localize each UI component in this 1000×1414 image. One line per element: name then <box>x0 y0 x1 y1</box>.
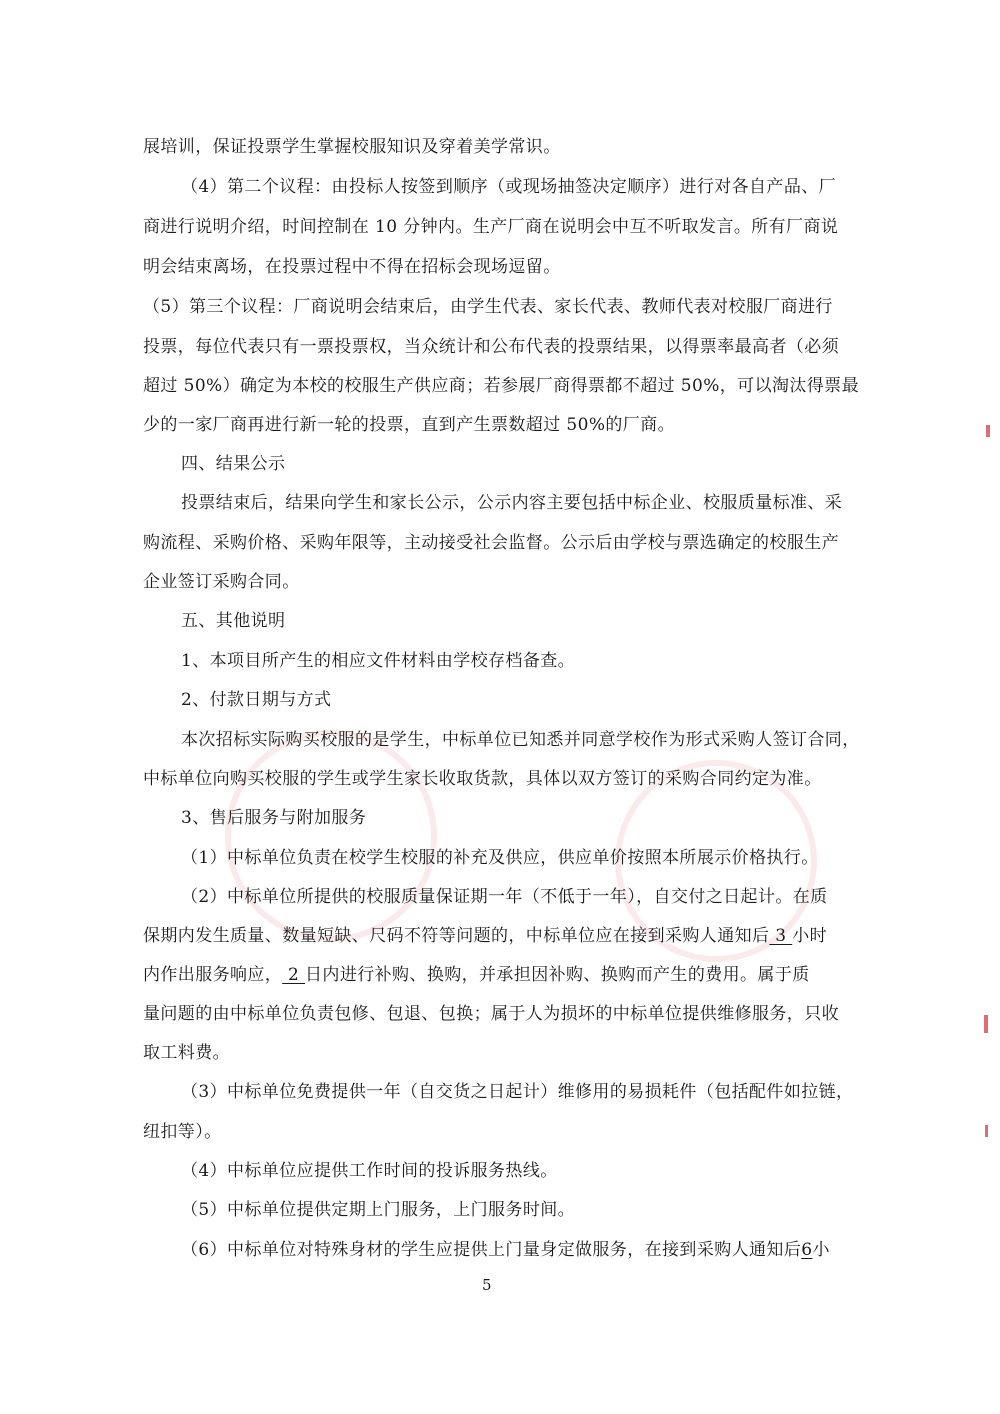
text-line: 取工料费。 <box>143 1043 230 1063</box>
text-line <box>181 1238 830 1262</box>
replacement-days-value: 2 <box>282 965 306 985</box>
section-heading: 四、结果公示 <box>181 454 286 474</box>
text-line: （1）中标单位负责在校学生校服的补充及供应，供应单价按照本所展示价格执行。 <box>181 848 819 868</box>
text-line: 购流程、采购价格、采购年限等，主动接受社会监督。公示后由学校与票选确定的校服生产 <box>143 533 839 553</box>
red-seal-stamp <box>225 730 437 942</box>
text-line: 企业签订采购合同。 <box>143 572 300 592</box>
text-line: （5）中标单位提供定期上门服务，上门服务时间。 <box>181 1200 576 1220</box>
text-line: 3、售后服务与附加服务 <box>181 808 367 828</box>
text-segment: 内作出服务响应， <box>143 965 283 985</box>
text-line: 展培训，保证投票学生掌握校服知识及穿着美学常识。 <box>143 137 561 157</box>
text-line: （2）中标单位所提供的校服质量保证期一年（不低于一年），自交付之日起计。在质 <box>181 887 828 907</box>
text-segment: 保期内发生质量、数量短缺、尺码不符等问题的，中标单位应在接到采购人通知后 <box>143 926 770 946</box>
text-line: 本次招标实际购买校服的是学生，中标单位已知悉并同意学校作为形式采购人签订合同， <box>181 730 860 750</box>
text-line: 量问题的由中标单位负责包修、包退、包换；属于人为损坏的中标单位提供维修服务，只收 <box>143 1004 839 1024</box>
text-segment: 小时 <box>792 926 828 946</box>
text-line: 1、本项目所产生的相应文件材料由学校存档备查。 <box>181 651 576 671</box>
text-segment: 日内进行补购、换购，并承担因补购、换购而产生的费用。属于质 <box>305 965 810 985</box>
text-line <box>143 963 810 987</box>
response-hours-value: 3 <box>769 926 793 946</box>
text-line: 少的一家厂商再进行新一轮的投票，直到产生票数超过 50%的厂商。 <box>143 415 675 435</box>
section-heading: 五、其他说明 <box>181 611 286 631</box>
text-line: 商进行说明介绍，时间控制在 10 分钟内。生产厂商在说明会中互不听取发言。所有厂商说 <box>143 217 839 237</box>
text-line: （5）第三个议程：厂商说明会结束后，由学生代表、家长代表、教师代表对校服厂商进行 <box>143 297 833 317</box>
red-edge-mark <box>984 1015 988 1033</box>
page-number: 5 <box>482 1276 492 1294</box>
red-edge-mark <box>985 1125 988 1137</box>
custom-fitting-hours-value: 6 <box>801 1240 813 1260</box>
red-edge-mark <box>986 425 990 437</box>
text-line: 投票，每位代表只有一票投票权，当众统计和公布代表的投票结果，以得票率最高者（必须 <box>143 337 839 357</box>
text-line: 2、付款日期与方式 <box>181 690 332 710</box>
text-line <box>143 924 827 948</box>
text-line: （4）中标单位应提供工作时间的投诉服务热线。 <box>181 1161 558 1181</box>
text-line: （4）第二个议程：由投标人按签到顺序（或现场抽签决定顺序）进行对各自产品、厂 <box>181 177 837 197</box>
text-line: （3）中标单位免费提供一年（自交货之日起计）维修用的易损耗件（包括配件如拉链， <box>181 1082 854 1102</box>
text-line: 中标单位向购买校服的学生或学生家长收取货款，具体以双方签订的采购合同约定为准。 <box>143 769 822 789</box>
text-line: 纽扣等）。 <box>143 1122 222 1142</box>
text-segment: （6）中标单位对特殊身材的学生应提供上门量身定做服务，在接到采购人通知后 <box>181 1240 802 1260</box>
text-line: 超过 50%）确定为本校的校服生产供应商；若参展厂商得票都不超过 50%，可以淘汰得票最 <box>143 376 859 396</box>
text-line: 投票结束后，结果向学生和家长公示，公示内容主要包括中标企业、校服质量标准、采 <box>181 493 843 513</box>
text-line: 明会结束离场，在投票过程中不得在招标会现场逗留。 <box>143 257 561 277</box>
text-segment: 小 <box>812 1240 830 1260</box>
